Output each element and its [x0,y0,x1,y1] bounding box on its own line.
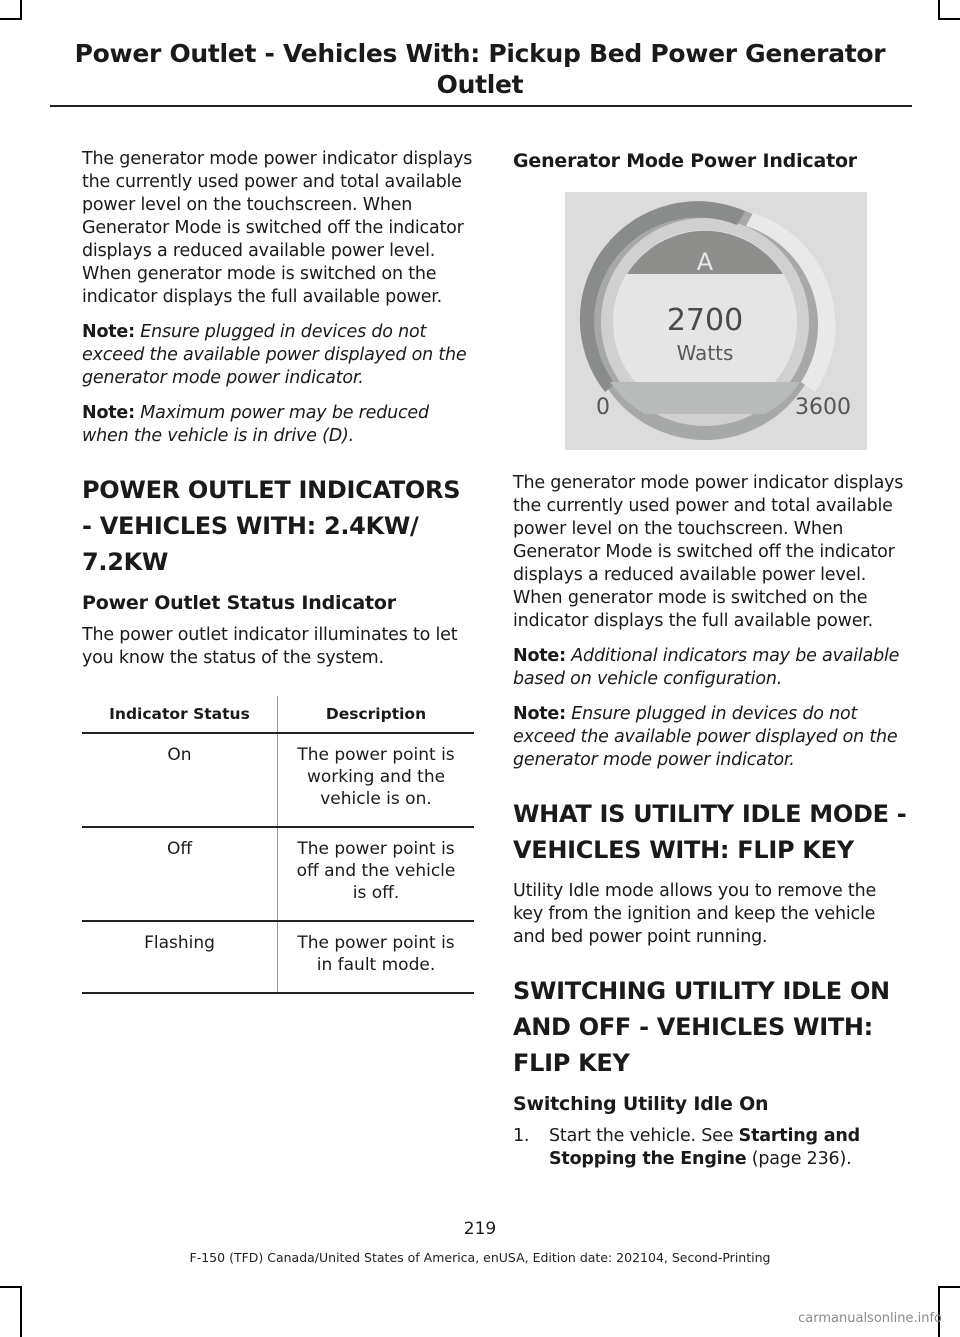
note-label: Note: [82,322,135,342]
spacer [82,616,476,624]
table-header-row [82,696,474,733]
crop-mark [938,0,940,20]
spacer [513,868,911,880]
section-heading: WHAT IS UTILITY IDLE MODE - VEHICLES WITH: FLIP KEY [513,800,907,864]
section-heading: POWER OUTLET INDICATORS - VEHICLES WITH: 2.4KW/ 7.2KW [82,476,461,576]
note-paragraph [82,321,476,390]
note-text: Maximum power may be reduced when the vehicle is in drive (D). [82,403,429,446]
subsection-heading: Switching Utility Idle On [513,1093,769,1115]
gauge-value: 2700 [666,303,744,338]
note-label: Note: [513,646,566,666]
gauge-min-label: 0 [596,395,610,420]
table-cell-description: The power point is in fault mode. [278,921,475,993]
note-text: Additional indicators may be available based on vehicle configuration. [513,646,900,689]
gauge-unit: Watts [676,341,734,365]
list-item [513,1125,911,1171]
table-row [82,733,474,827]
crop-mark [939,1286,960,1288]
gauge-svg [565,192,867,450]
page-number: 219 [463,1219,497,1239]
note-paragraph [82,402,476,448]
spacer [513,1117,911,1125]
table-header-cell: Indicator Status [82,696,278,733]
spacer [513,450,911,472]
header-divider [50,105,912,107]
right-column [513,148,911,1171]
gauge-max-label: 3600 [795,395,851,420]
gauge-mode-letter: A [696,248,714,276]
spacer [82,682,476,696]
step-text: Start the vehicle. See [549,1126,734,1146]
table-header-cell: Description [278,696,475,733]
spacer [82,580,476,590]
crop-mark [0,1286,21,1288]
gauge-bottom-band [610,382,800,414]
steps-list [513,1125,911,1171]
subsection-heading: Power Outlet Status Indicator [82,592,396,614]
step-number: 1. [513,1126,530,1146]
crop-mark [20,1286,22,1337]
edition-line: F-150 (TFD) Canada/United States of America, enUSA, Edition date: 202104, Second-Printing [189,1250,771,1265]
crop-mark [0,18,21,20]
spacer [82,460,476,472]
note-text: Ensure plugged in devices do not exceed the available power displayed on the generator mode power indicator. [513,704,898,770]
spacer [513,784,911,796]
body-paragraph: The generator mode power indicator displays the currently used power and total available power level on the touchscreen. When Generator Mode is switched off the indicator displays a reduced available power level. When generator mode is switched on the indicator displays the full available power. [513,473,904,631]
note-label: Note: [513,704,566,724]
table-cell-status: On [82,733,278,827]
subsection-heading: Generator Mode Power Indicator [513,150,857,172]
crop-mark [939,18,960,20]
section-heading: SWITCHING UTILITY IDLE ON AND OFF - VEHICLES WITH: FLIP KEY [513,977,890,1077]
generator-power-gauge-image [565,192,867,450]
note-paragraph [513,703,911,772]
spacer [513,961,911,973]
table-row [82,827,474,921]
page-reference: (page 236). [751,1149,852,1169]
spacer [513,1081,911,1091]
left-column [82,148,476,994]
table-cell-status: Flashing [82,921,278,993]
table-cell-status: Off [82,827,278,921]
cross-reference-link[interactable]: Starting and Stopping the Engine [549,1126,860,1169]
page-header-title: Power Outlet - Vehicles With: Pickup Bed Power Generator Outlet [74,39,886,99]
table-cell-description: The power point is off and the vehicle is off. [278,827,475,921]
intro-paragraph: The generator mode power indicator displays the currently used power and total available power level on the touchscreen. When Generator Mode is switched off the indicator displays a reduced available power level. When generator mode is switched on the indicator displays the full available power. [82,149,473,307]
body-paragraph: The power outlet indicator illuminates to let you know the status of the system. [82,625,458,668]
note-paragraph [513,645,911,691]
note-label: Note: [82,403,135,423]
indicator-status-table [82,696,474,994]
table-cell-description: The power point is working and the vehicle is on. [278,733,475,827]
note-text: Ensure plugged in devices do not exceed the available power displayed on the generator mode power indicator. [82,322,467,388]
body-paragraph: Utility Idle mode allows you to remove the key from the ignition and keep the vehicle and bed power point running. [513,881,877,947]
watermark: carmanualsonline.info [798,1311,942,1326]
table-row [82,921,474,993]
crop-mark [20,0,22,20]
